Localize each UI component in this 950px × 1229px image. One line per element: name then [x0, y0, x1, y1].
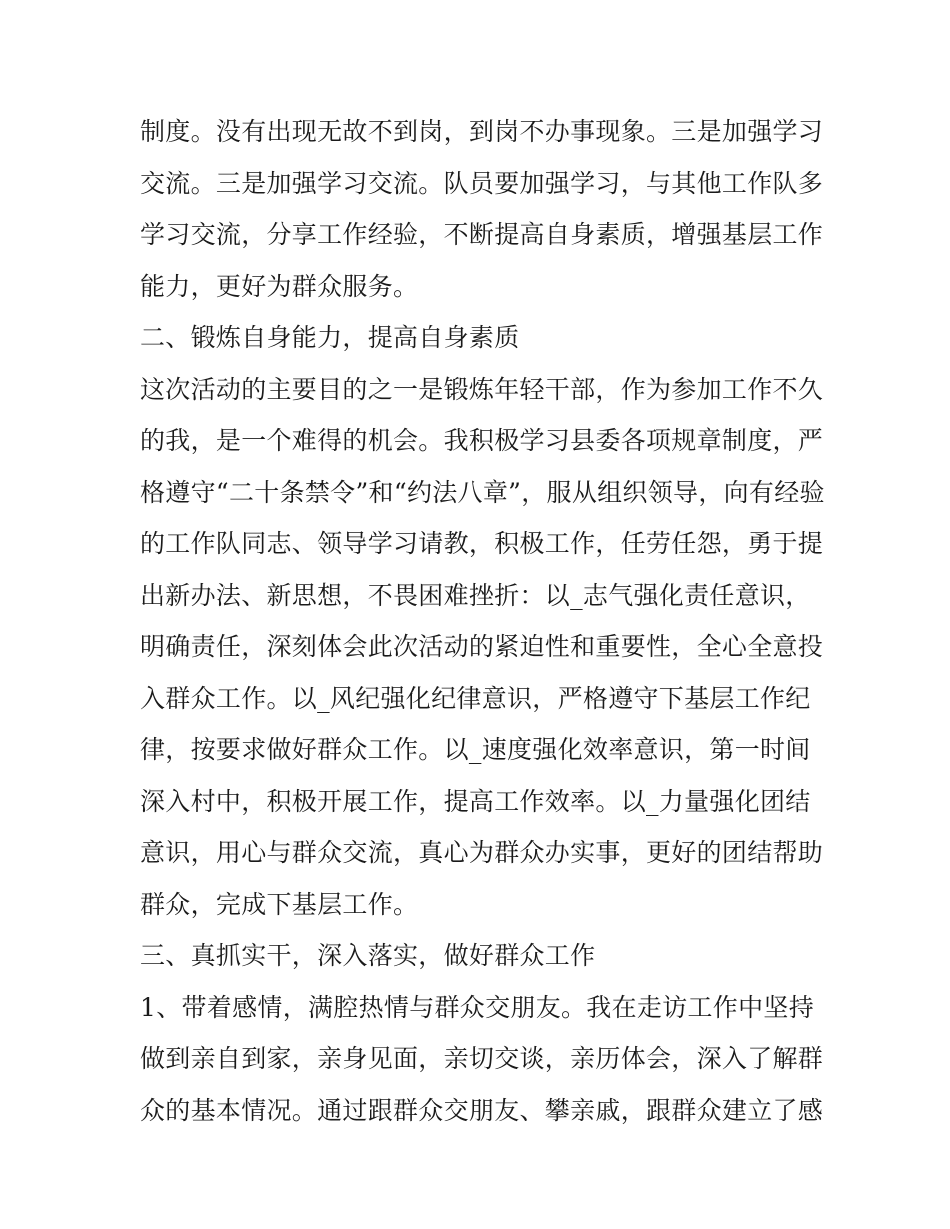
- text-line: 出新办法、新思想，不畏困难挫折：以_志气强化责任意识，: [140, 580, 811, 610]
- text-line: 学习交流，分享工作经验，不断提高自身素质，增强基层工作: [140, 220, 824, 249]
- text-line: 群众，完成下基层工作。: [140, 889, 419, 919]
- text-line: 明确责任，深刻体会此次活动的紧迫性和重要性，全心全意投: [140, 632, 824, 661]
- text-line: 入群众工作。以_风纪强化纪律意识，严格遵守下基层工作纪: [140, 683, 811, 713]
- text-line: 意识，用心与群众交流，真心为群众办实事，更好的团结帮助: [140, 838, 824, 867]
- text-line: 这次活动的主要目的之一是锻炼年轻干部，作为参加工作不久: [140, 374, 824, 404]
- section-heading: 三、真抓实干，深入落实，做好群众工作: [140, 941, 596, 970]
- text-line: 能力，更好为群众服务。: [140, 271, 419, 301]
- text-line: 1、带着感情，满腔热情与群众交朋友。我在走访工作中坚持: [140, 992, 815, 1022]
- section-heading: 二、锻炼自身能力，提高自身素质: [140, 323, 520, 352]
- text-line: 律，按要求做好群众工作。以_速度强化效率意识，第一时间: [140, 735, 811, 764]
- text-line: 制度。没有出现无故不到岗，到岗不办事现象。三是加强学习: [140, 117, 824, 146]
- text-line: 交流。三是加强学习交流。队员要加强学习，与其他工作队多: [140, 168, 824, 198]
- text-line: 的我，是一个难得的机会。我积极学习县委各项规章制度，严: [140, 426, 824, 455]
- text-line: 深入村中，积极开展工作，提高工作效率。以_力量强化团结: [140, 786, 811, 816]
- text-line: 众的基本情况。通过跟群众交朋友、攀亲戚，跟群众建立了感: [140, 1095, 824, 1125]
- text-line: 的工作队同志、领导学习请教，积极工作，任劳任怨，勇于提: [140, 529, 824, 558]
- text-line: 格遵守“二十条禁令”和“约法八章”，服从组织领导，向有经验: [140, 477, 825, 507]
- text-line: 做到亲自到家，亲身见面，亲切交谈，亲历体会，深入了解群: [140, 1044, 824, 1073]
- document-body: [140, 106, 825, 1136]
